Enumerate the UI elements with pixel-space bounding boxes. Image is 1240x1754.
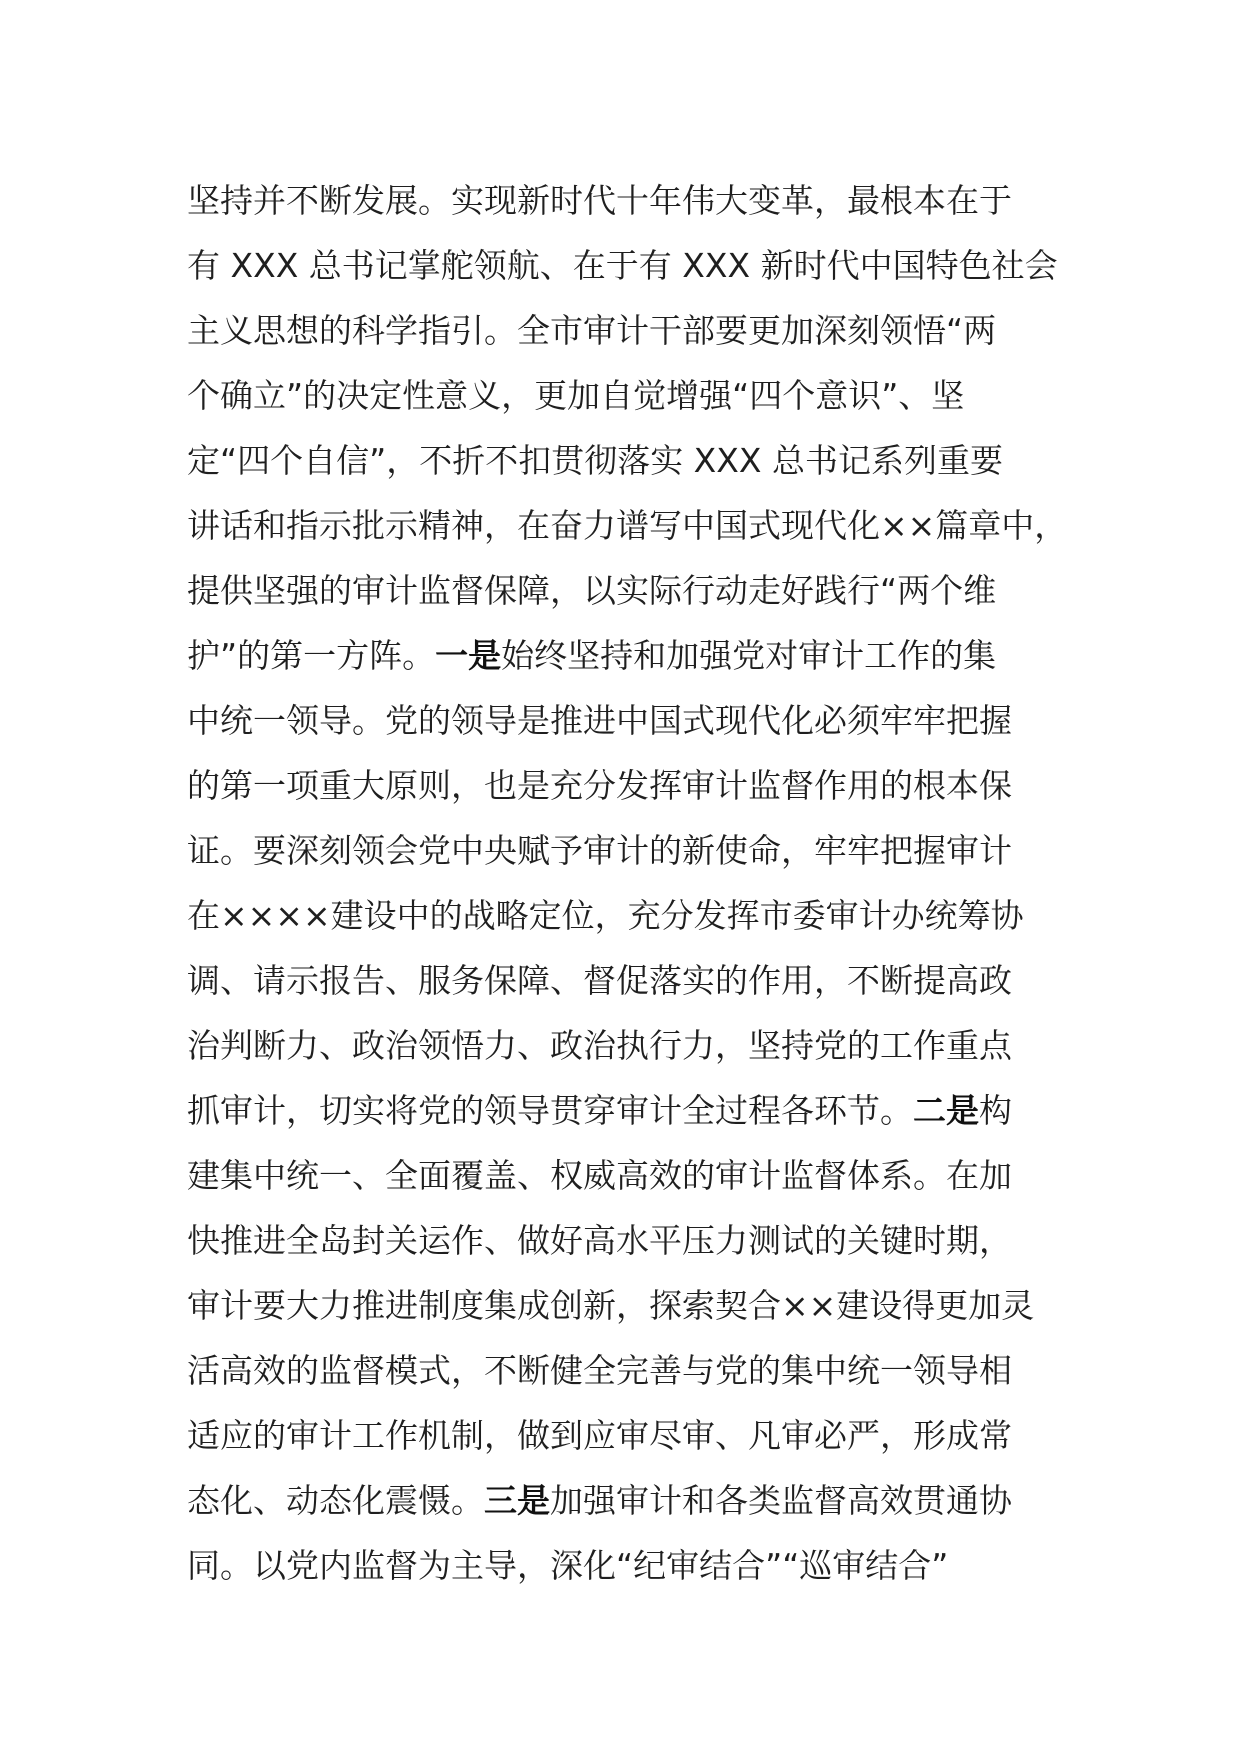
text-line [187,883,1087,948]
text-line [187,168,1087,233]
text-line [187,1208,1087,1273]
text-segment: 中统一领导。党的领导是推进中国式现代化必须牢牢把握 [187,701,1012,740]
text-line [187,948,1087,1013]
text-line [187,428,1087,493]
text-segment: 的第一项重大原则，也是充分发挥审计监督作用的根本保 [187,766,1012,805]
text-line [187,1078,1087,1143]
text-line [187,1533,1087,1598]
text-segment: 证。要深刻领会党中央赋予审计的新使命，牢牢把握审计 [187,831,1012,870]
text-segment: 有 XXX 总书记掌舵领航、在于有 XXX 新时代中国特色社会 [187,246,1058,285]
text-segment: 护”的第一方阵。 [187,636,436,675]
text-segment: 加强审计和各类监督高效贯通协 [550,1481,1012,1520]
text-line [187,688,1087,753]
text-line [187,1143,1087,1208]
text-line [187,1468,1087,1533]
text-segment: 适应的审计工作机制，做到应审尽审、凡审必严，形成常 [187,1416,1012,1455]
text-segment: 态化、动态化震慑。 [187,1481,484,1520]
text-line [187,233,1087,298]
text-line [187,363,1087,428]
text-line [187,1403,1087,1468]
text-line [187,1338,1087,1403]
text-segment: 调、请示报告、服务保障、督促落实的作用，不断提高政 [187,961,1012,1000]
text-segment: 坚持并不断发展。实现新时代十年伟大变革，最根本在于 [187,181,1012,220]
text-line [187,1013,1087,1078]
text-segment: 抓审计，切实将党的领导贯穿审计全过程各环节。 [187,1091,913,1130]
text-segment: 构 [979,1091,1012,1130]
text-line [187,623,1087,688]
text-segment: 快推进全岛封关运作、做好高水平压力测试的关键时期， [187,1221,1012,1260]
emphasis-label: 三是 [484,1481,550,1520]
text-segment: 提供坚强的审计监督保障，以实际行动走好践行“两个维 [187,571,997,610]
text-line [187,818,1087,883]
text-segment: 主义思想的科学指引。全市审计干部要更加深刻领悟“两 [187,311,997,350]
body-paragraph [187,168,1087,1598]
text-segment: 审计要大力推进制度集成创新，探索契合××建设得更加灵 [187,1286,1035,1325]
text-segment: 始终坚持和加强党对审计工作的集 [501,636,997,675]
text-line [187,753,1087,818]
text-segment: 在××××建设中的战略定位，充分发挥市委审计办统筹协 [187,896,1024,935]
text-segment: 活高效的监督模式，不断健全完善与党的集中统一领导相 [187,1351,1012,1390]
text-segment: 建集中统一、全面覆盖、权威高效的审计监督体系。在加 [187,1156,1012,1195]
text-segment: 个确立”的决定性意义，更加自觉增强“四个意识”、坚 [187,376,965,415]
text-line [187,298,1087,363]
text-line [187,558,1087,623]
text-segment: 讲话和指示批示精神，在奋力谱写中国式现代化××篇章中， [187,506,1068,545]
emphasis-label: 二是 [913,1091,979,1130]
text-line [187,493,1087,558]
emphasis-label: 一是 [435,636,502,675]
text-line [187,1273,1087,1338]
text-segment: 定“四个自信”，不折不扣贯彻落实 XXX 总书记系列重要 [187,441,1003,480]
text-segment: 治判断力、政治领悟力、政治执行力，坚持党的工作重点 [187,1026,1012,1065]
text-segment: 同。以党内监督为主导，深化“纪审结合”“巡审结合” [187,1546,949,1585]
